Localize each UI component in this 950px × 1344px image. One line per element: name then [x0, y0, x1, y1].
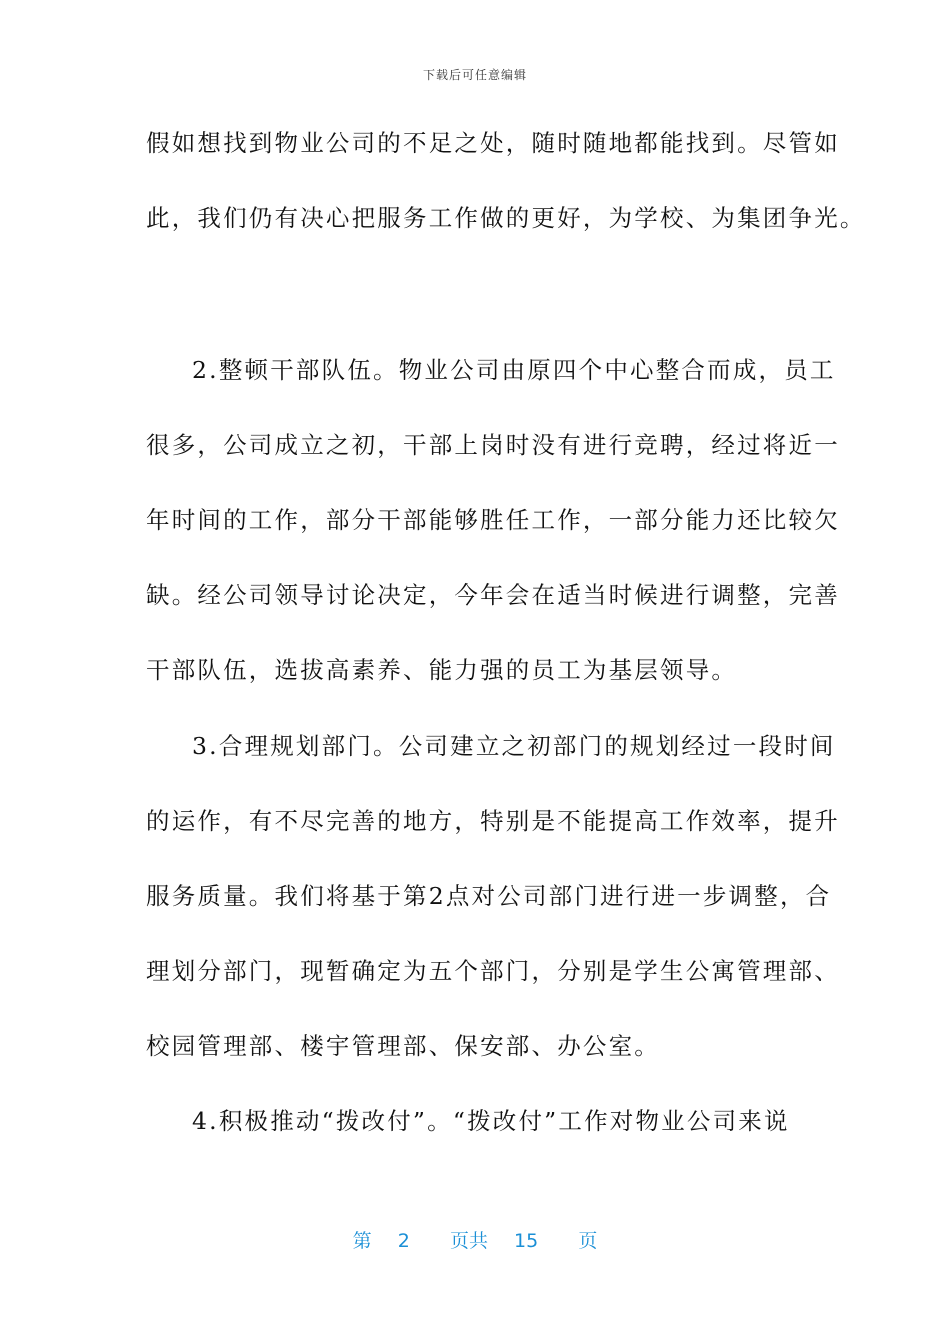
current-page-number: 2	[397, 1230, 410, 1252]
page-header: 下载后可任意编辑	[422, 68, 527, 82]
footer-suffix: 页	[578, 1230, 598, 1252]
text-line: 服务质量。我们将基于第2点对公司部门进行进一步调整，合	[146, 882, 832, 910]
text-line: 校园管理部、楼宇管理部、保安部、办公室。	[146, 1032, 660, 1060]
text-line: 年时间的工作，部分干部能够胜任工作，一部分能力还比较欠	[146, 506, 840, 534]
text-line: 理划分部门，现暂确定为五个部门，分别是学生公寓管理部、	[146, 957, 840, 985]
text-line: 此，我们仍有决心把服务工作做的更好，为学校、为集团争光。	[146, 204, 866, 232]
paragraph-first-line: 2.整顿干部队伍。物业公司由原四个中心整合而成，员工	[192, 356, 836, 384]
text-line: 很多，公司成立之初，干部上岗时没有进行竞聘，经过将近一	[146, 431, 840, 459]
footer-prefix: 第	[352, 1230, 372, 1252]
footer-middle: 页共	[449, 1230, 488, 1252]
text-line: 的运作，有不尽完善的地方，特别是不能提高工作效率，提升	[146, 807, 840, 835]
text-line: 缺。经公司领导讨论决定，今年会在适当时候进行调整，完善	[146, 581, 840, 609]
paragraph-first-line: 3.合理规划部门。公司建立之初部门的规划经过一段时间	[192, 732, 836, 760]
text-line: 干部队伍，选拔高素养、能力强的员工为基层领导。	[146, 656, 738, 684]
total-pages-number: 15	[514, 1230, 539, 1252]
paragraph-first-line: 4.积极推动“拨改付”。“拨改付”工作对物业公司来说	[192, 1107, 790, 1135]
text-line: 假如想找到物业公司的不足之处，随时随地都能找到。尽管如	[146, 129, 840, 157]
page-footer	[0, 1226, 950, 1253]
